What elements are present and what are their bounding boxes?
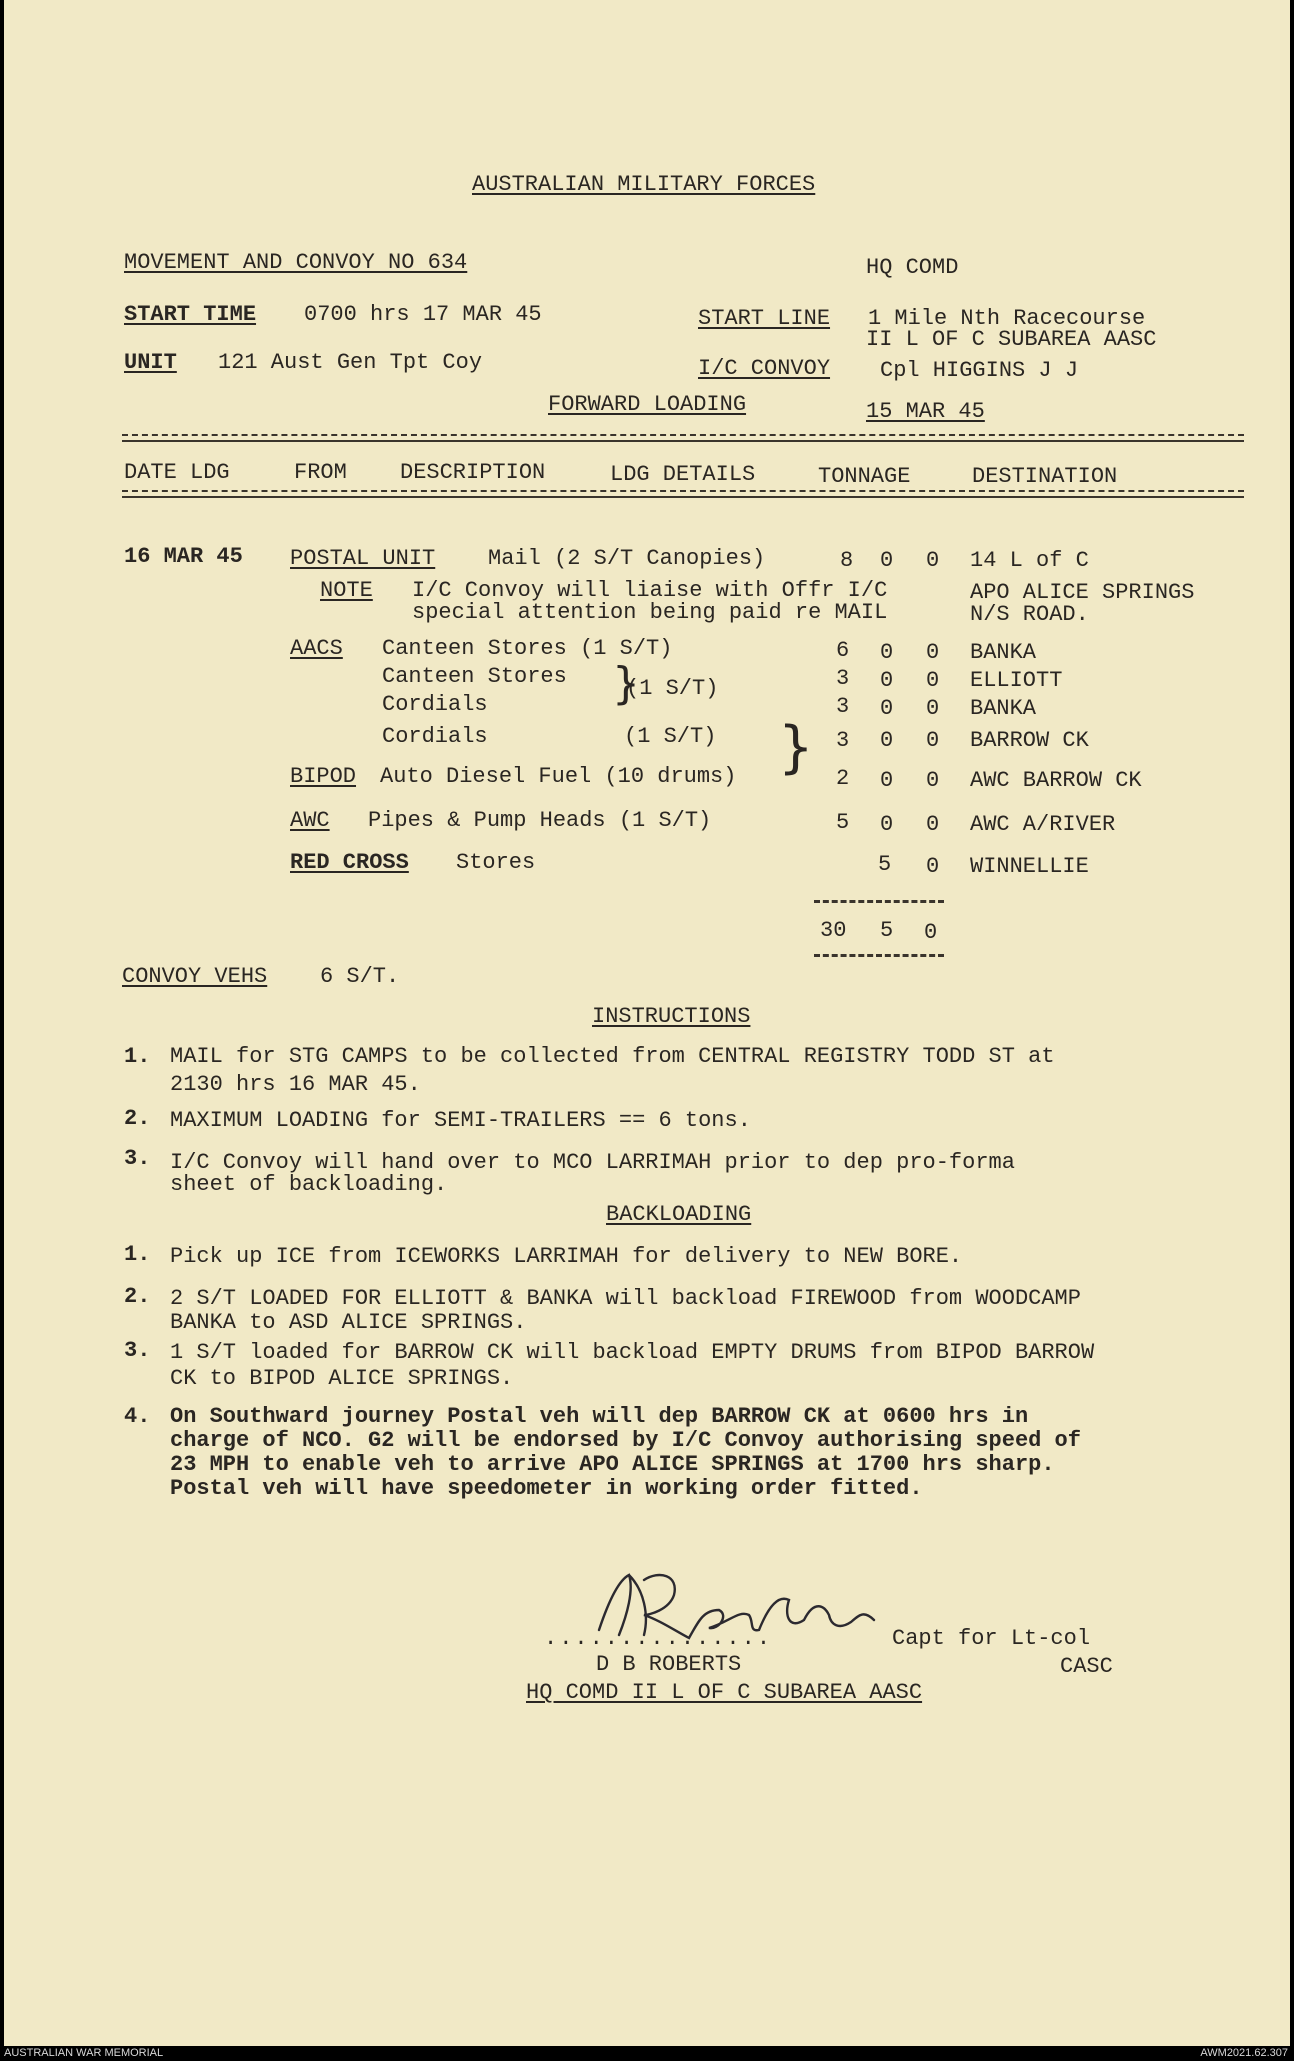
row-dest: ELLIOTT [970,668,1063,693]
total-qtr: 0 [924,920,938,945]
signature-corps: CASC [1060,1654,1113,1679]
backload-line: CK to BIPOD ALICE SPRINGS. [170,1366,514,1391]
divider [122,434,1244,436]
divider [122,490,1244,492]
start-line-label: START LINE [698,306,831,331]
instruction-line: 2130 hrs 16 MAR 45. [170,1072,421,1097]
row-cwt: 0 [880,768,894,793]
cordials-st: (1 S/T) [624,724,717,749]
row-qtr: 0 [926,668,940,693]
row-qtr: 0 [926,548,940,573]
ic-convoy-label: I/C CONVOY [698,356,831,381]
instruction-num: 3. [124,1146,151,1171]
ic-convoy-value: Cpl HIGGINS J J [880,358,1079,383]
loading-date: 16 MAR 45 [124,544,243,569]
forward-loading-title: FORWARD LOADING [548,392,747,417]
row-dest: 14 L of C [970,548,1089,573]
total-tons: 30 [820,918,847,943]
row-desc: Mail (2 S/T Canopies) [488,546,766,571]
row-from: RED CROSS [290,850,409,875]
row-cwt: 0 [880,696,894,721]
row-tons: 3 [836,666,850,691]
backload-num: 4. [124,1404,151,1429]
divider [122,440,1244,442]
backload-num: 2. [124,1284,151,1309]
row-desc: Stores [456,850,536,875]
col-destination: DESTINATION [972,464,1118,489]
row-tons: 6 [836,638,850,663]
footer-right: AWM2021.62.307 [1200,2047,1288,2059]
movement-label: MOVEMENT AND CONVOY NO 634 [124,250,468,275]
row-qtr: 0 [926,812,940,837]
total-rule [814,900,944,903]
backload-num: 3. [124,1338,151,1363]
instruction-line: MAIL for STG CAMPS to be collected from CENTRAL REGISTRY TODD ST at [170,1044,1055,1069]
row-tons: 5 [836,810,850,835]
row-dest: BANKA [970,640,1037,665]
backload-line: Pick up ICE from ICEWORKS LARRIMAH for delivery to NEW BORE. [170,1244,963,1269]
col-tonnage: TONNAGE [818,464,911,489]
backload-line: 23 MPH to enable veh to arrive APO ALICE SPRINGS at 1700 hrs sharp. [170,1452,1055,1477]
row-tons: 8 [840,548,854,573]
row-dest: BANKA [970,696,1037,721]
row-cwt: 0 [880,668,894,693]
row-dest: WINNELLIE [970,854,1089,879]
note-dest: N/S ROAD. [970,602,1089,627]
row-from: BIPOD [290,764,357,789]
instructions-title: INSTRUCTIONS [592,1004,751,1029]
row-dest: BARROW CK [970,728,1089,753]
row-desc: Cordials [382,724,488,749]
instruction-line: I/C Convoy will hand over to MCO LARRIMAH prior to dep pro-forma [170,1150,1015,1175]
row-from: AACS [290,636,343,661]
backload-line: Postal veh will have speedometer in working order fitted. [170,1476,923,1501]
backload-line: charge of NCO. G2 will be endorsed by I/C Convoy authorising speed of [170,1428,1081,1453]
start-time-label: START TIME [124,302,257,327]
total-rule [814,954,944,957]
convoy-vehs-label: CONVOY VEHS [122,964,268,989]
row-qtr: 0 [926,728,940,753]
row-desc: Cordials [382,692,488,717]
note-label: NOTE [320,578,373,603]
signature-name: D B ROBERTS [596,1652,742,1677]
row-qtr: 0 [926,768,940,793]
hq-block [866,208,1156,472]
divider [122,496,1244,498]
row-qtr: 0 [926,854,940,879]
row-tons: 3 [836,694,850,719]
instruction-line: MAXIMUM LOADING for SEMI-TRAILERS == 6 tons. [170,1108,751,1133]
row-desc: Canteen Stores [382,664,567,689]
signature-rank: Capt for Lt-col [892,1626,1091,1651]
hq-line: HQ COMD [866,255,959,280]
signature-dots: ............... [544,1626,773,1651]
row-cwt: 0 [880,548,894,573]
brace-mark: } [778,715,814,780]
col-from: FROM [294,460,347,485]
row-tons: 3 [836,728,850,753]
document-title: AUSTRALIAN MILITARY FORCES [472,172,816,197]
start-time-value: 0700 hrs 17 MAR 45 [304,302,542,327]
note-line: I/C Convoy will liaise with Offr I/C [412,578,888,603]
backload-line: 2 S/T LOADED FOR ELLIOTT & BANKA will backload FIREWOOD from WOODCAMP [170,1286,1081,1311]
hq-line: II L OF C SUBAREA AASC [866,327,1157,352]
brace-mark: } [612,658,640,709]
row-desc: Pipes & Pump Heads (1 S/T) [368,808,712,833]
note-line: special attention being paid re MAIL [412,600,888,625]
row-from: POSTAL UNIT [290,546,436,571]
footer-left: AUSTRALIAN WAR MEMORIAL [4,2047,164,2059]
note-dest: APO ALICE SPRINGS [970,580,1195,605]
row-desc: Auto Diesel Fuel (10 drums) [380,764,737,789]
signature-unit: HQ COMD II L OF C SUBAREA AASC [526,1680,923,1705]
hq-date: 15 MAR 45 [866,399,985,424]
instruction-line: sheet of backloading. [170,1172,448,1197]
row-cwt: 0 [880,640,894,665]
group-st: (1 S/T) [626,676,719,701]
row-desc: Canteen Stores (1 S/T) [382,636,673,661]
row-from: AWC [290,808,330,833]
row-tons: 2 [836,766,850,791]
total-cwt: 5 [880,918,894,943]
unit-value: 121 Aust Gen Tpt Coy [218,350,483,375]
col-description: DESCRIPTION [400,460,546,485]
convoy-vehs-value: 6 S/T. [320,964,400,989]
document-page [4,0,1290,2046]
instruction-num: 2. [124,1106,151,1131]
start-line-value: 1 Mile Nth Racecourse [868,306,1146,331]
row-qtr: 0 [926,696,940,721]
unit-label: UNIT [124,350,177,375]
row-dest: AWC BARROW CK [970,768,1142,793]
col-date: DATE LDG [124,460,230,485]
instruction-num: 1. [124,1044,151,1069]
backload-line: BANKA to ASD ALICE SPRINGS. [170,1310,527,1335]
row-cwt: 0 [880,728,894,753]
backloading-title: BACKLOADING [606,1202,752,1227]
row-cwt: 0 [880,812,894,837]
row-qtr: 0 [926,640,940,665]
backload-line: On Southward journey Postal veh will dep BARROW CK at 0600 hrs in [170,1404,1029,1429]
col-ldg-details: LDG DETAILS [610,462,756,487]
backload-num: 1. [124,1242,151,1267]
backload-line: 1 S/T loaded for BARROW CK will backload EMPTY DRUMS from BIPOD BARROW [170,1340,1095,1365]
row-cwt: 5 [878,852,892,877]
row-dest: AWC A/RIVER [970,812,1116,837]
